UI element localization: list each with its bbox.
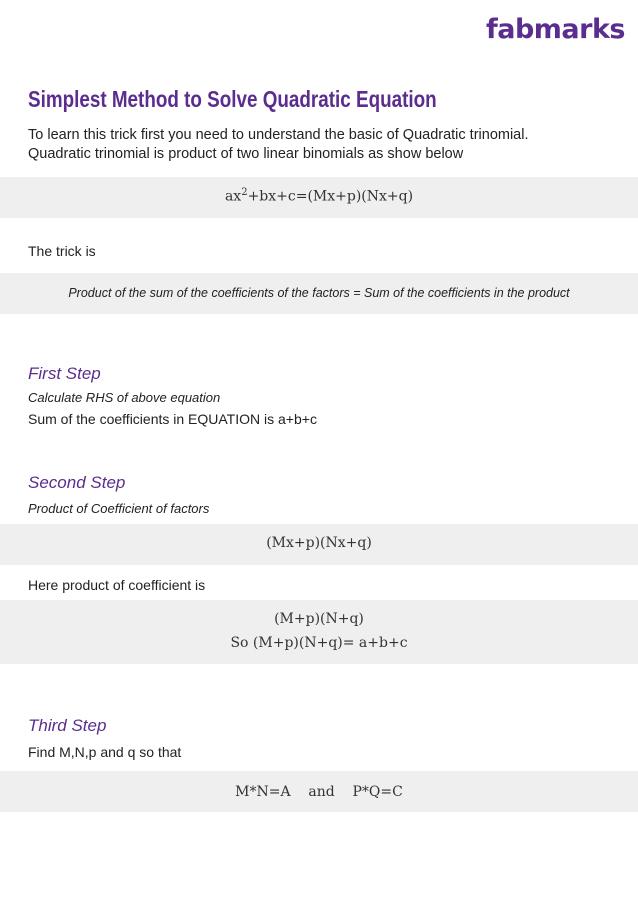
step3-text: Find M,N,p and q so that (28, 744, 182, 760)
condition-expression: M*N=A and P*Q=C (235, 784, 403, 800)
trick-statement: Product of the sum of the coefficients of the factors = Sum of the coefficients in the product (68, 286, 570, 300)
step1-subheading: Calculate RHS of above equation (28, 390, 221, 405)
equation-band (0, 177, 638, 218)
condition-band (0, 771, 638, 812)
trick-label: The trick is (28, 243, 96, 259)
step1-heading: First Step (28, 364, 101, 383)
intro-line-2: Quadratic trinomial is product of two linear binomials as show below (28, 146, 464, 162)
factors-expression: (Mx+p)(Nx+q) (266, 535, 372, 551)
equation-rest: +bx+c=(Mx+p)(Nx+q) (247, 188, 414, 205)
intro-text (28, 126, 529, 164)
trick-band (0, 273, 638, 314)
result-band (0, 600, 638, 664)
equation-exponent: 2 (241, 187, 248, 198)
factors-band (0, 524, 638, 565)
step2-subheading: Product of Coefficient of factors (28, 501, 210, 516)
step2-heading: Second Step (28, 473, 126, 492)
fabmarks-logo: fabmarks (486, 14, 625, 45)
intro-line-1: To learn this trick first you need to understand the basic of Quadratic trinomial. (28, 127, 529, 143)
result-line-2: So (M+p)(N+q)= a+b+c (230, 635, 408, 651)
equation-base: ax (224, 188, 242, 205)
step2-text: Here product of coefficient is (28, 577, 206, 593)
page-title: Simplest Method to Solve Quadratic Equation (28, 86, 437, 112)
quadratic-equation (0, 187, 638, 205)
step3-heading: Third Step (28, 716, 107, 735)
result-line-1: (M+p)(N+q) (274, 611, 364, 627)
step1-text: Sum of the coefficients in EQUATION is a+b+c (28, 411, 317, 427)
